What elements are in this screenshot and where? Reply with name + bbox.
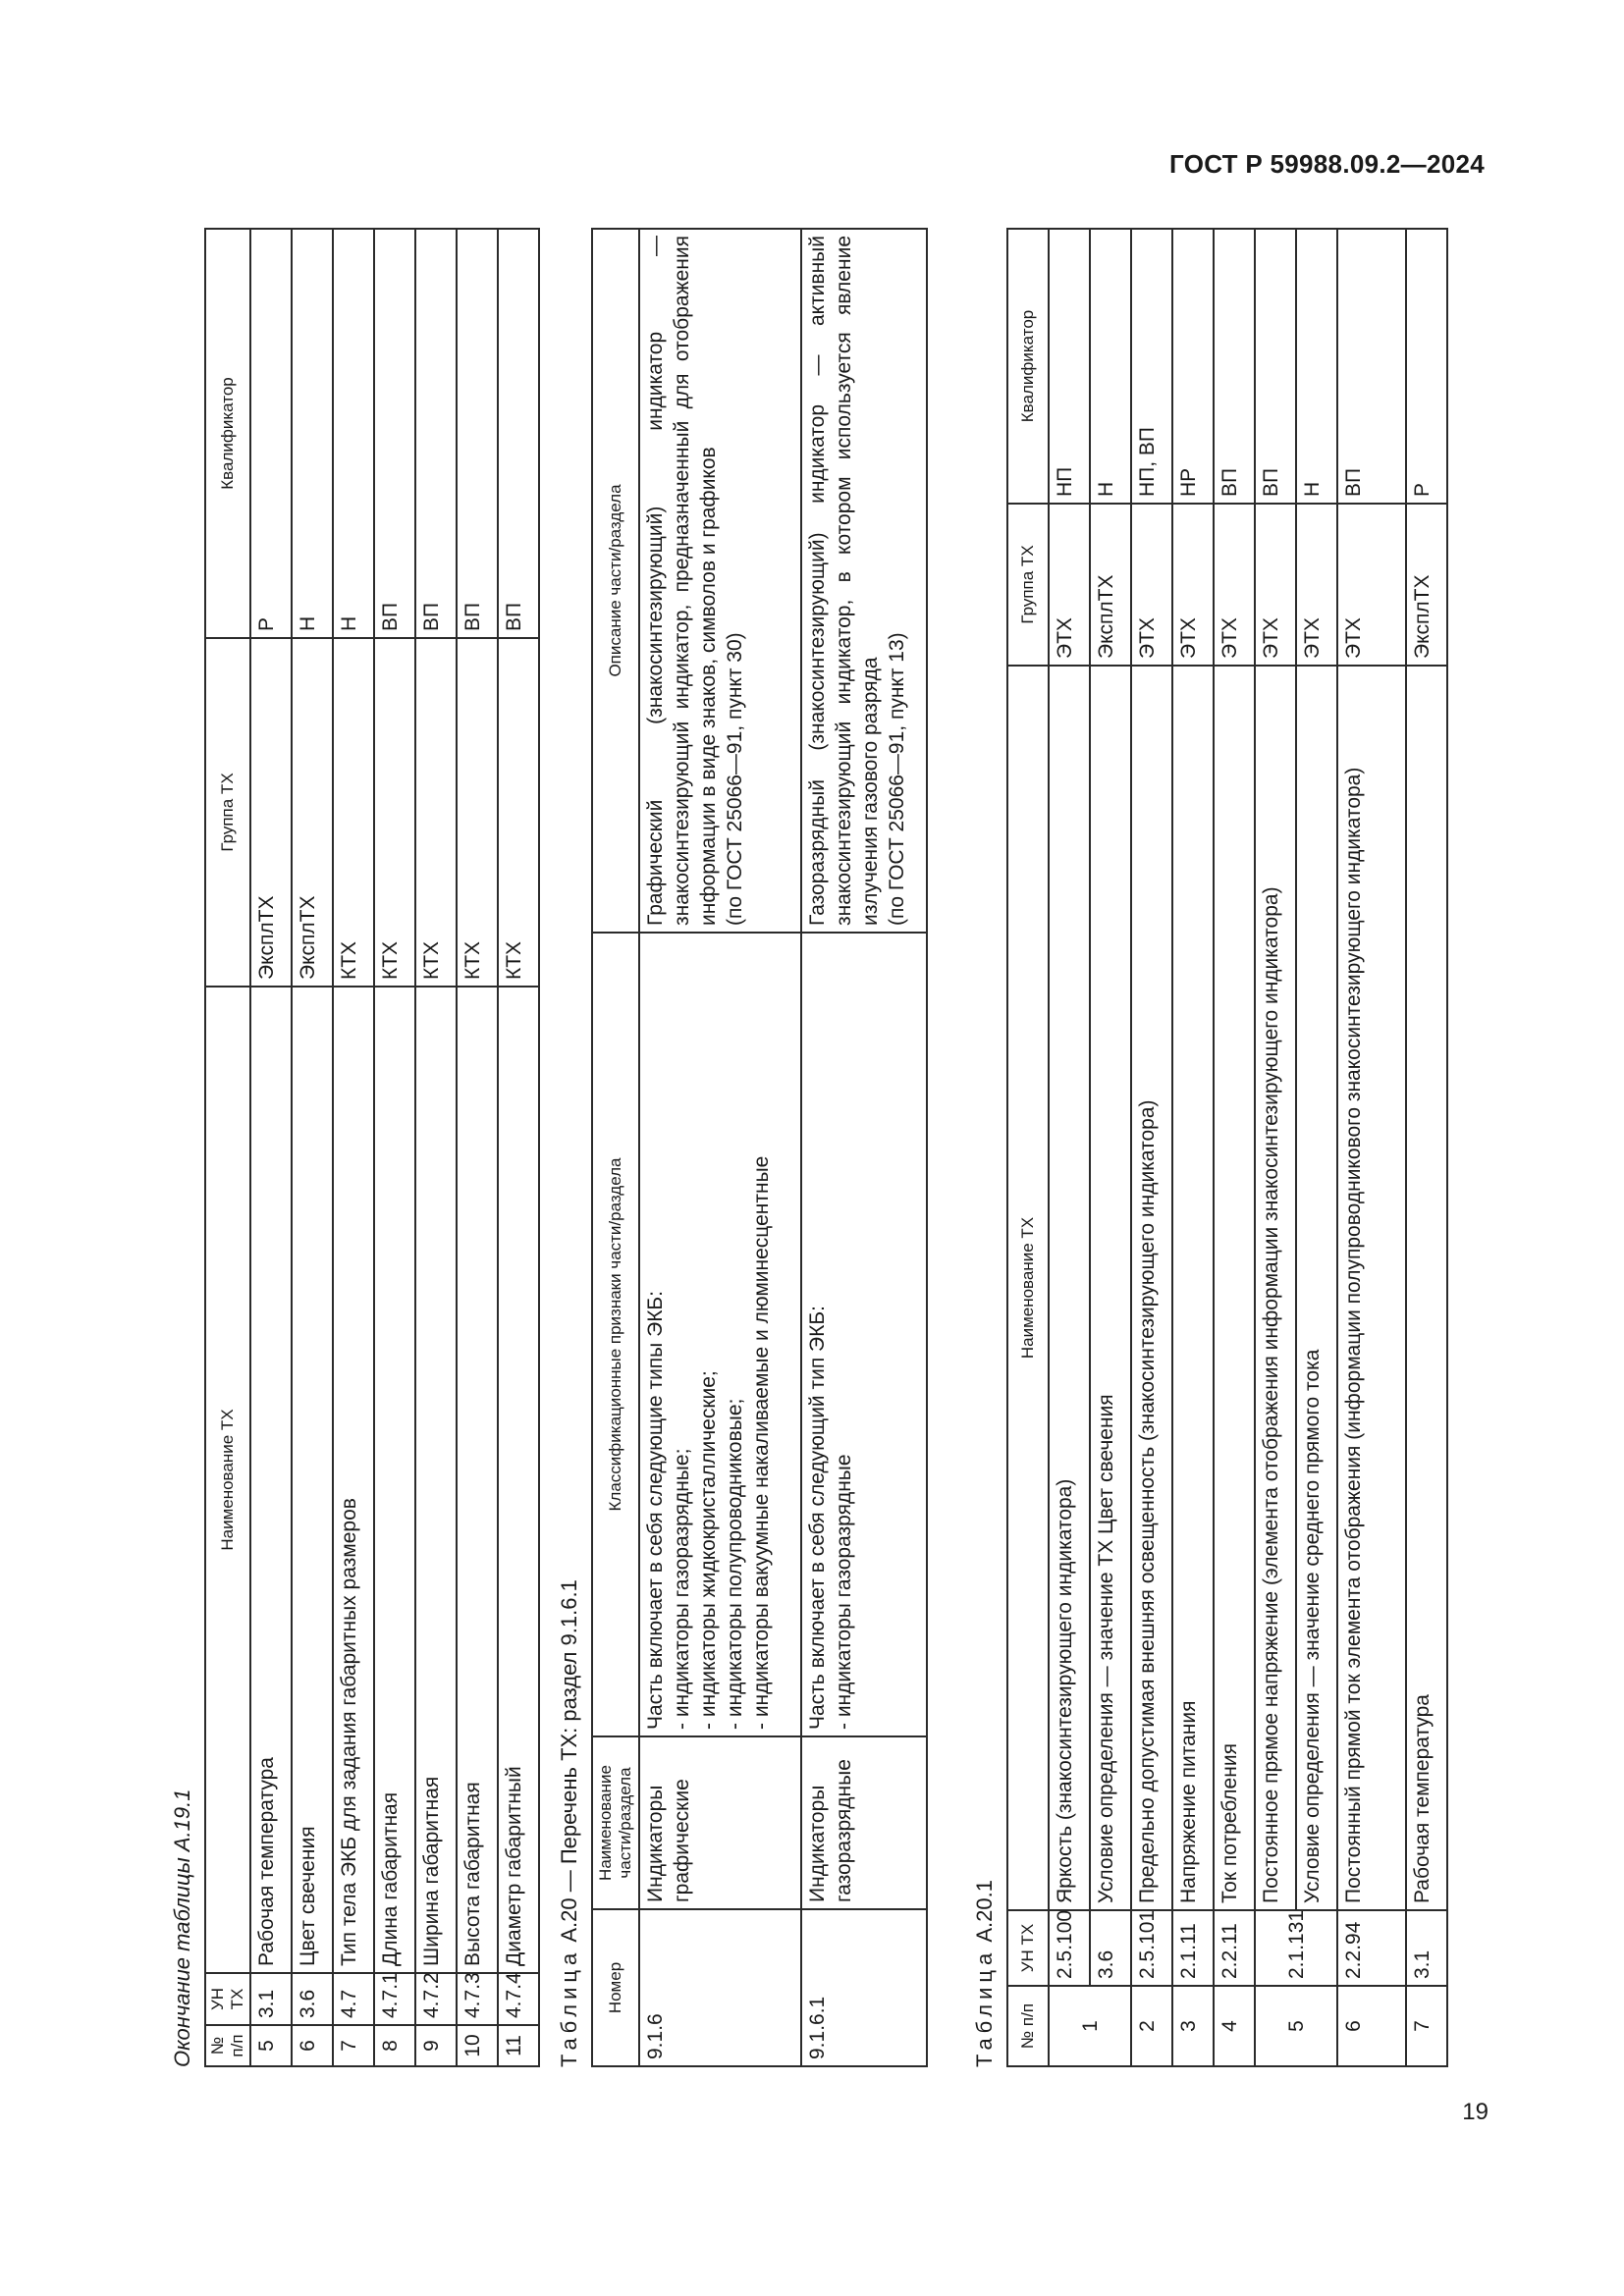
table-header-row: [205, 229, 250, 2066]
row-name: Условие определения — значение ТХ Цвет свечения: [1090, 666, 1131, 1910]
row-qualifier: ВП: [457, 229, 498, 638]
table-row: [1337, 229, 1406, 2066]
row-name: Длина габаритная: [374, 987, 415, 1973]
table-a19-block: [165, 230, 540, 2067]
table-header-row: [1007, 229, 1049, 2066]
row-group: ЭксплТХ: [1406, 504, 1447, 666]
row-group: ЭТХ: [1337, 504, 1406, 666]
row-code: 3.1: [1406, 1910, 1447, 1986]
table-a201-block: [967, 230, 1448, 2067]
table-row: [498, 229, 539, 2066]
row-qualifier: Н: [333, 229, 374, 638]
document-code: ГОСТ Р 59988.09.2—2024: [1169, 149, 1485, 179]
row-num: 6: [1337, 1986, 1406, 2066]
caption-label: Таблица: [972, 1948, 997, 2067]
col-header-num: № п/п: [205, 2025, 250, 2066]
col-header-group: Группа ТХ: [205, 638, 250, 987]
table-row: [333, 229, 374, 2066]
description-reference: (по ГОСТ 25066—91, пункт 13): [886, 632, 908, 926]
col-header-description: Описание части/раздела: [592, 229, 639, 933]
table-a20-caption: [552, 230, 591, 2067]
table-row: [1255, 229, 1296, 2066]
part-description: [639, 229, 801, 933]
row-group: ЭксплТХ: [292, 638, 333, 987]
row-num: 5: [250, 2025, 292, 2066]
row-code: 4.7: [333, 1973, 374, 2025]
row-name: Постоянный прямой ток элемента отображения (информации полупроводникового знакосинтезирующего индикатора): [1337, 666, 1406, 1910]
row-qualifier: ВП: [1337, 229, 1406, 504]
part-number: 9.1.6.1: [801, 1909, 927, 2066]
description-text: Газоразрядный (знакосинтезирующий) индикатор — активный знакосинтезирующий индикатор, в котором используется явление излучения газового разряда: [806, 236, 882, 926]
row-num: 1: [1049, 1986, 1131, 2066]
col-header-part-name: Наименование части/раздела: [592, 1736, 639, 1909]
caption-label: Таблица: [557, 1948, 581, 2067]
row-name: Постоянное прямое напряжение (элемента отображения информации знакосинтезирующего индикатора): [1255, 666, 1296, 1910]
row-name: Цвет свечения: [292, 987, 333, 1973]
table-row: [639, 229, 801, 2066]
part-features: [801, 933, 927, 1736]
row-num: 6: [292, 2025, 333, 2066]
caption-text: А.20 — Перечень ТХ: раздел 9.1.6.1: [557, 1579, 581, 1949]
row-qualifier: ВП: [1214, 229, 1255, 504]
feature-line: - индикаторы полупроводниковые;: [724, 1398, 746, 1730]
table-row: [1131, 229, 1172, 2066]
row-qualifier: ВП: [498, 229, 539, 638]
table-a201-caption: [967, 230, 1006, 2067]
row-num: 4: [1214, 1986, 1255, 2066]
table-row: [1090, 229, 1131, 2066]
row-name: Яркость (знакосинтезирующего индикатора): [1049, 666, 1090, 1910]
feature-line: Часть включает в себя следующий тип ЭКБ:: [806, 1306, 829, 1730]
feature-line: - индикаторы газоразрядные;: [671, 1448, 693, 1730]
row-num: 9: [415, 2025, 457, 2066]
table-a201: [1006, 228, 1448, 2067]
row-name: Ширина габаритная: [415, 987, 457, 1973]
table-a19-caption: Окончание таблицы А.19.1: [170, 1789, 194, 2067]
row-code: 2.1.131: [1255, 1910, 1337, 1986]
row-group: ЭксплТХ: [250, 638, 292, 987]
feature-line: - индикаторы вакуумные накаливаемые и люминесцентные: [750, 1155, 773, 1730]
row-num: 5: [1255, 1986, 1337, 2066]
row-group: ЭТХ: [1255, 504, 1296, 666]
row-qualifier: ВП: [415, 229, 457, 638]
row-code: 4.7.4: [498, 1973, 539, 2025]
row-num: 3: [1172, 1986, 1214, 2066]
row-group: КТХ: [333, 638, 374, 987]
table-row: [1214, 229, 1255, 2066]
table-a20: [591, 228, 928, 2067]
row-code: 2.5.101: [1131, 1910, 1172, 1986]
table-a19: [204, 228, 540, 2067]
part-features: [639, 933, 801, 1736]
row-qualifier: НР: [1172, 229, 1214, 504]
caption-text: А.20.1: [972, 1880, 997, 1949]
row-code: 2.5.100: [1049, 1910, 1090, 1986]
row-num: 10: [457, 2025, 498, 2066]
row-num: 7: [1406, 1986, 1447, 2066]
row-qualifier: НП: [1049, 229, 1090, 504]
table-row: [250, 229, 292, 2066]
row-group: КТХ: [457, 638, 498, 987]
row-name: Ток потребления: [1214, 666, 1255, 1910]
table-a20-block: [552, 230, 928, 2067]
row-group: КТХ: [415, 638, 457, 987]
row-name: Высота габаритная: [457, 987, 498, 1973]
row-code: 2.2.94: [1337, 1910, 1406, 1986]
row-group: КТХ: [498, 638, 539, 987]
row-group: ЭТХ: [1172, 504, 1214, 666]
col-header-name: Наименование ТХ: [1007, 666, 1049, 1910]
row-code: 3.1: [250, 1973, 292, 2025]
row-group: ЭТХ: [1214, 504, 1255, 666]
table-header-row: [592, 229, 639, 2066]
part-name: Индикаторы графические: [639, 1736, 801, 1909]
table-row: [1172, 229, 1214, 2066]
row-code: 3.6: [1090, 1910, 1131, 1986]
row-qualifier: ВП: [374, 229, 415, 638]
col-header-code: УН ТХ: [205, 1973, 250, 2025]
row-name: Рабочая температура: [250, 987, 292, 1973]
row-qualifier: Н: [1296, 229, 1337, 504]
row-code: 2.2.11: [1214, 1910, 1255, 1986]
description-reference: (по ГОСТ 25066—91, пункт 30): [724, 632, 746, 926]
row-name: Тип тела ЭКБ для задания габаритных размеров: [333, 987, 374, 1973]
row-code: 2.1.11: [1172, 1910, 1214, 1986]
row-qualifier: Н: [292, 229, 333, 638]
feature-line: - индикаторы жидкокристаллические;: [697, 1370, 720, 1730]
row-qualifier: ВП: [1255, 229, 1296, 504]
row-qualifier: Р: [1406, 229, 1447, 504]
row-name: Рабочая температура: [1406, 666, 1447, 1910]
row-name: Напряжение питания: [1172, 666, 1214, 1910]
description-text: Графический (знакосинтезирующий) индикатор — знакосинтезирующий индикатор, предназначенный для отображения информации в виде знаков, символов и графиков: [644, 236, 720, 926]
col-header-qualifier: Квалификатор: [205, 229, 250, 638]
row-group: КТХ: [374, 638, 415, 987]
row-name: Диаметр габаритный: [498, 987, 539, 1973]
row-num: 8: [374, 2025, 415, 2066]
table-row: [1406, 229, 1447, 2066]
table-row: [292, 229, 333, 2066]
table-row: [415, 229, 457, 2066]
table-row: [801, 229, 927, 2066]
row-code: 4.7.2: [415, 1973, 457, 2025]
col-header-number: Номер: [592, 1909, 639, 2066]
col-header-group: Группа ТХ: [1007, 504, 1049, 666]
table-row: [1296, 229, 1337, 2066]
part-description: [801, 229, 927, 933]
row-group: ЭТХ: [1296, 504, 1337, 666]
page-number: 19: [1462, 2099, 1489, 2125]
row-num: 2: [1131, 1986, 1172, 2066]
row-group: ЭксплТХ: [1090, 504, 1131, 666]
col-header-qualifier: Квалификатор: [1007, 229, 1049, 504]
row-name: Предельно допустимая внешняя освещенность (знакосинтезирующего индикатора): [1131, 666, 1172, 1910]
row-group: ЭТХ: [1049, 504, 1090, 666]
row-code: 4.7.3: [457, 1973, 498, 2025]
feature-line: - индикаторы газоразрядные: [833, 1454, 855, 1730]
row-name: Условие определения — значение среднего прямого тока: [1296, 666, 1337, 1910]
part-name: Индикаторы газоразрядные: [801, 1736, 927, 1909]
col-header-num: № п/п: [1007, 1986, 1049, 2066]
row-qualifier: Р: [250, 229, 292, 638]
part-number: 9.1.6: [639, 1909, 801, 2066]
table-row: [374, 229, 415, 2066]
col-header-name: Наименование ТХ: [205, 987, 250, 1973]
table-row: [457, 229, 498, 2066]
feature-line: Часть включает в себя следующие типы ЭКБ:: [644, 1290, 667, 1730]
col-header-features: Классификационные признаки части/раздела: [592, 933, 639, 1736]
row-qualifier: Н: [1090, 229, 1131, 504]
col-header-code: УН ТХ: [1007, 1910, 1049, 1986]
row-code: 4.7.1: [374, 1973, 415, 2025]
row-num: 11: [498, 2025, 539, 2066]
row-group: ЭТХ: [1131, 504, 1172, 666]
row-num: 7: [333, 2025, 374, 2066]
row-code: 3.6: [292, 1973, 333, 2025]
row-qualifier: НП, ВП: [1131, 229, 1172, 504]
table-row: [1049, 229, 1090, 2066]
